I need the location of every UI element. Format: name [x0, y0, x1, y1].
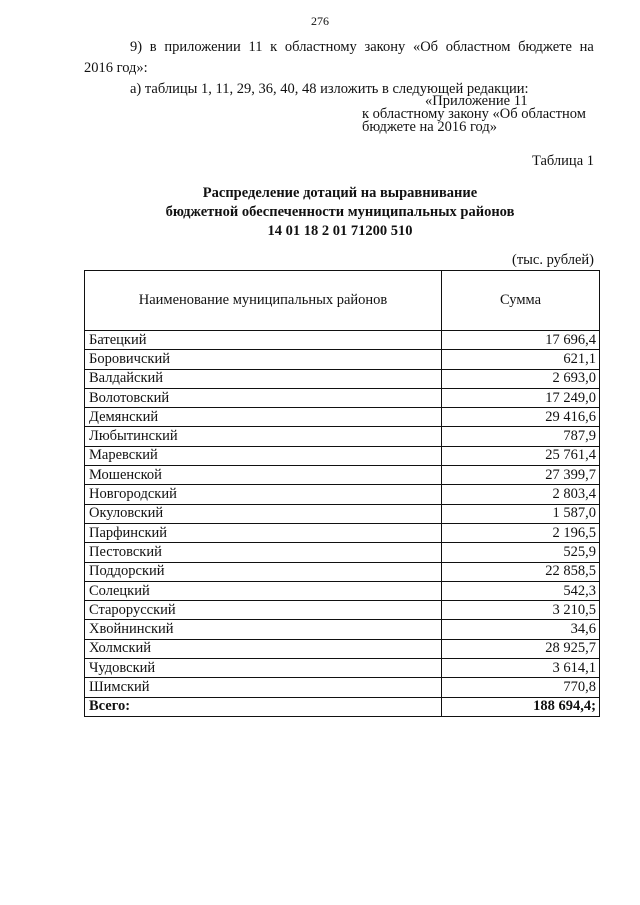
table-row [85, 350, 600, 369]
district-amount: 25 761,4 [442, 446, 600, 465]
district-amount: 770,8 [442, 678, 600, 697]
appendix-ref-line-1: «Приложение 11 [425, 93, 528, 109]
table-row [85, 466, 600, 485]
intro-line-3: а) таблицы 1, 11, 29, 36, 40, 48 изложить в следующей редакции: [130, 81, 529, 97]
table-title-line-1: Распределение дотаций на выравнивание [202, 185, 478, 201]
district-name: Хвойнинский [85, 620, 442, 639]
appendix-ref-line-2: к областному закону «Об областном [362, 106, 586, 122]
district-amount: 29 416,6 [442, 408, 600, 427]
column-header-amount: Сумма [442, 271, 600, 331]
intro-word: областном [445, 39, 511, 55]
district-amount: 3 210,5 [442, 601, 600, 620]
table-row [85, 601, 600, 620]
total-row [85, 697, 600, 716]
district-amount: 17 249,0 [442, 388, 600, 407]
district-name: Боровичский [85, 350, 442, 369]
district-name: Чудовский [85, 659, 442, 678]
district-name: Новгородский [85, 485, 442, 504]
district-name: Старорусский [85, 601, 442, 620]
district-name: Маревский [85, 446, 442, 465]
intro-word: «Об [412, 39, 439, 55]
district-name: Пестовский [85, 543, 442, 562]
units-label: (тыс. рублей) [512, 252, 594, 268]
table-row [85, 620, 600, 639]
district-amount: 3 614,1 [442, 659, 600, 678]
total-label: Всего: [85, 697, 442, 716]
table-row [85, 639, 600, 658]
table-row [85, 581, 600, 600]
intro-word: приложении [164, 39, 241, 55]
intro-word: 9) [130, 39, 143, 55]
table-row [85, 427, 600, 446]
district-name: Валдайский [85, 369, 442, 388]
table-row [85, 678, 600, 697]
table-title-line-2: бюджетной обеспеченности муниципальных районов [165, 204, 515, 220]
table-row [85, 446, 600, 465]
district-name: Демянский [85, 408, 442, 427]
table-label: Таблица 1 [531, 153, 594, 169]
district-amount: 542,3 [442, 581, 600, 600]
intro-line-2: 2016 год»: [84, 60, 148, 76]
intro-line-1 [130, 38, 594, 56]
table-row [85, 331, 600, 350]
table-row [85, 562, 600, 581]
intro-word: на [579, 39, 594, 55]
intro-word: закону [364, 39, 406, 55]
district-name: Волотовский [85, 388, 442, 407]
district-name: Батецкий [85, 331, 442, 350]
table-title-code: 14 01 18 2 01 71200 510 [267, 223, 413, 239]
district-name: Любытинский [85, 427, 442, 446]
district-name: Поддорский [85, 562, 442, 581]
intro-word: бюджете [518, 39, 572, 55]
district-amount: 2 803,4 [442, 485, 600, 504]
table-row [85, 504, 600, 523]
column-header-name: Наименование муниципальных районов [85, 271, 442, 331]
district-amount: 525,9 [442, 543, 600, 562]
table-row [85, 659, 600, 678]
district-amount: 787,9 [442, 427, 600, 446]
district-amount: 621,1 [442, 350, 600, 369]
district-amount: 28 925,7 [442, 639, 600, 658]
intro-word: областному [284, 39, 357, 55]
intro-word: в [149, 39, 157, 55]
subsidies-table [84, 270, 600, 717]
page-number: 276 [311, 14, 329, 28]
table-header-row [85, 271, 600, 331]
district-amount: 2 693,0 [442, 369, 600, 388]
table-row [85, 408, 600, 427]
table-row [85, 485, 600, 504]
intro-word: к [270, 39, 278, 55]
table-row [85, 388, 600, 407]
district-amount: 17 696,4 [442, 331, 600, 350]
district-name: Мошенской [85, 466, 442, 485]
table-row [85, 523, 600, 542]
district-amount: 27 399,7 [442, 466, 600, 485]
table-row [85, 369, 600, 388]
district-name: Окуловский [85, 504, 442, 523]
district-name: Солецкий [85, 581, 442, 600]
district-amount: 22 858,5 [442, 562, 600, 581]
appendix-ref-line-3: бюджете на 2016 год» [362, 119, 498, 135]
intro-word: 11 [248, 39, 263, 55]
district-amount: 34,6 [442, 620, 600, 639]
total-amount: 188 694,4; [442, 697, 600, 716]
district-name: Парфинский [85, 523, 442, 542]
district-name: Шимский [85, 678, 442, 697]
district-amount: 2 196,5 [442, 523, 600, 542]
district-amount: 1 587,0 [442, 504, 600, 523]
table-row [85, 543, 600, 562]
district-name: Холмский [85, 639, 442, 658]
